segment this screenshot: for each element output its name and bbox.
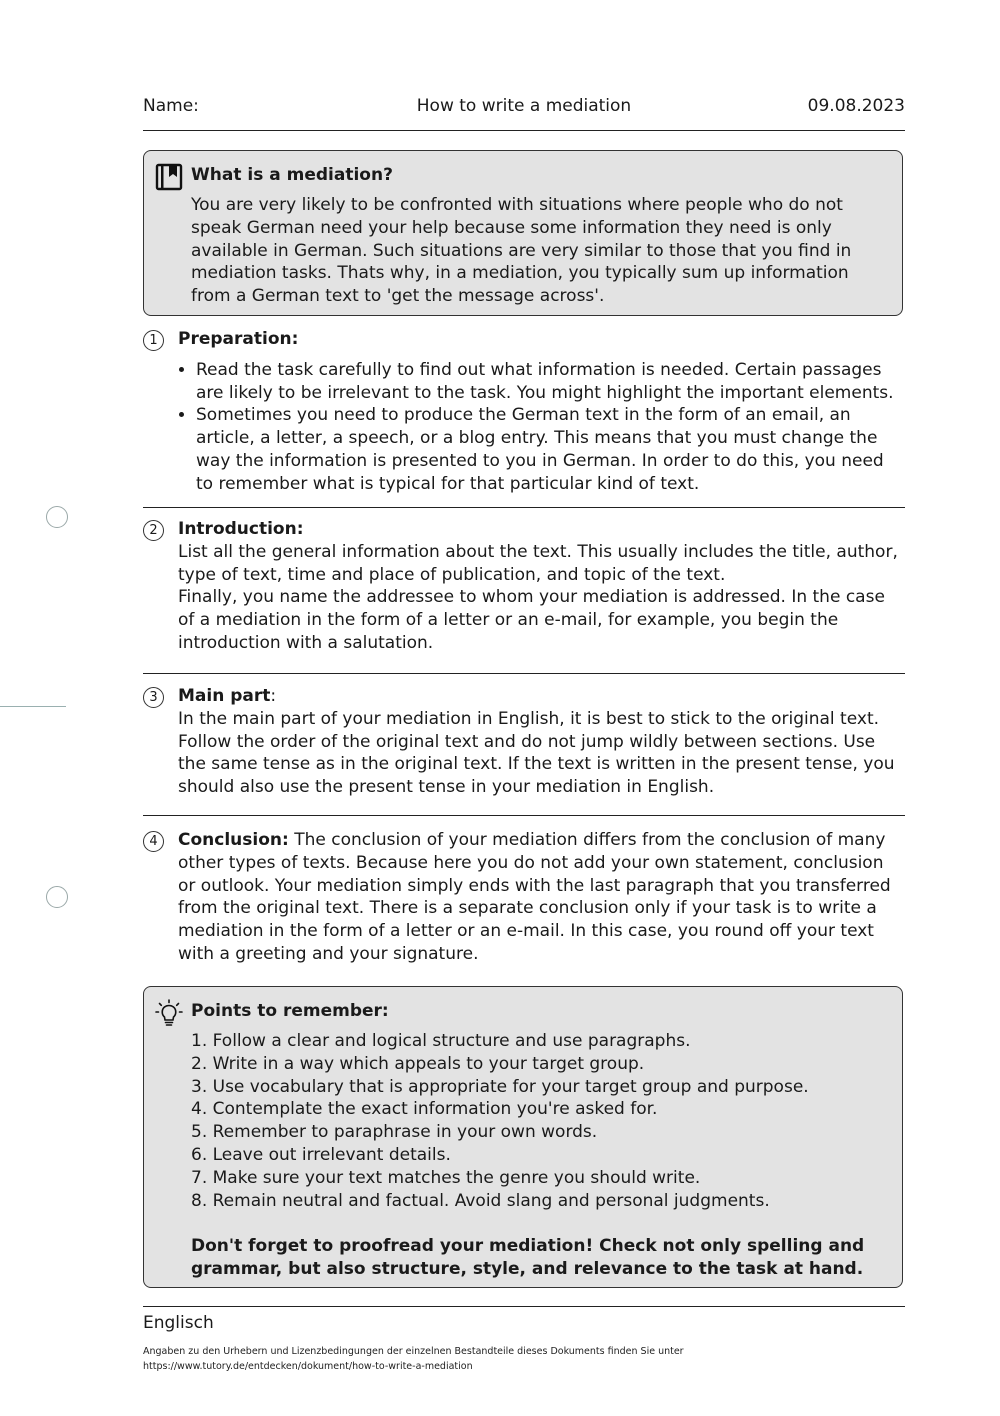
- list-item: 7. Make sure your text matches the genre you should write.: [191, 1167, 701, 1188]
- introduction-body: [178, 518, 905, 655]
- points-content: [191, 1030, 890, 1281]
- list-item: 4. Contemplate the exact information you're asked for.: [191, 1099, 658, 1120]
- list-item: 1. Follow a clear and logical structure and use paragraphs.: [191, 1031, 691, 1051]
- points-title: Points to remember:: [191, 1001, 389, 1021]
- fold-mark: [0, 706, 66, 707]
- footer-divider: [143, 1306, 905, 1307]
- page-title: How to write a mediation: [416, 96, 632, 116]
- license-link[interactable]: https://www.tutory.de/entdecken/dokument/how-to-write-a-mediation: [143, 1361, 473, 1372]
- punch-hole-top: [46, 506, 68, 528]
- conclusion-text: The conclusion of your mediation differs from the conclusion of many other types of texts. Because here you do not add your own statement, conclusion or outlook. Your mediation simply ends with the last paragraph that you transferred from the original text. There is a separate conclusion only if your task is to write a mediation in the form of a letter or an e-mail. In this case, you round off your text with a greeting and your signature.: [178, 830, 891, 964]
- main-part-text: In the main part of your mediation in English, it is best to stick to the original text. Follow the order of the original text and do not jump wildly between sections. Use the same tense as in the original text. If the text is written in the present tense, you should also use the present tense in your mediation in English.: [178, 708, 895, 798]
- footer-license: [143, 1344, 684, 1374]
- step-number-1: 1: [143, 330, 164, 351]
- preparation-list: [178, 359, 905, 496]
- points-list: [191, 1030, 890, 1212]
- introduction-paragraph: Finally, you name the addressee to whom your mediation is addressed. In the case of a mediation in the form of a letter or an e-mail, for example, you begin the introduction with a salutation.: [178, 587, 885, 653]
- conclusion-title: Conclusion:: [178, 830, 289, 850]
- intro-box: [143, 150, 903, 316]
- introduction-title: Introduction:: [178, 519, 304, 539]
- name-label: Name:: [143, 96, 199, 116]
- list-item: 2. Write in a way which appeals to your target group.: [191, 1053, 645, 1074]
- points-box: [143, 986, 903, 1288]
- page-header: [143, 96, 905, 131]
- footer-subject: Englisch: [143, 1313, 214, 1333]
- divider: [143, 673, 905, 674]
- step-number-3: 3: [143, 687, 164, 708]
- intro-text: You are very likely to be confronted with situations where people who do not speak German need your help because some information they need is only available in German. Such situations are very similar to those that you find in mediation tasks. Thats why, in a mediation, you typically sum up information from a German text to 'get the message across'.: [191, 195, 852, 307]
- main-part-title-suffix: :: [270, 686, 277, 706]
- list-item: 3. Use vocabulary that is appropriate for your target group and purpose.: [191, 1076, 809, 1097]
- main-part-body: [178, 685, 905, 799]
- step-number-4: 4: [143, 831, 164, 852]
- date-label: 09.08.2023: [807, 96, 905, 116]
- introduction-paragraph: List all the general information about the text. This usually includes the title, author, type of text, time and place of publication, and topic of the text.: [178, 541, 898, 585]
- preparation-body: [178, 328, 905, 496]
- book-icon: [155, 163, 183, 191]
- intro-title: What is a mediation?: [191, 165, 393, 185]
- license-text: Angaben zu den Urhebern und Lizenzbedingungen der einzelnen Bestandteile dieses Dokuments finden Sie unter: [143, 1346, 684, 1357]
- conclusion-body: [178, 829, 905, 966]
- proofread-note: Don't forget to proofread your mediation! Check not only spelling and grammar, but also structure, style, and relevance to the task at hand.: [191, 1236, 865, 1279]
- list-item: • Sometimes you need to produce the German text in the form of an email, an article, a letter, a speech, or a blog entry. This means that you must change the way the information is presented to you in German. In order to do this, you need to remember what is typical for that particular kind of text.: [196, 404, 905, 495]
- step-number-2: 2: [143, 520, 164, 541]
- lightbulb-icon: [155, 999, 183, 1027]
- list-item: 8. Remain neutral and factual. Avoid slang and personal judgments.: [191, 1190, 770, 1211]
- divider: [143, 507, 905, 508]
- list-item: • Read the task carefully to find out what information is needed. Certain passages are likely to be irrelevant to the task. You might highlight the important elements.: [196, 359, 905, 405]
- divider: [143, 815, 905, 816]
- preparation-title: Preparation:: [178, 329, 299, 349]
- list-item: 5. Remember to paraphrase in your own words.: [191, 1122, 598, 1143]
- punch-hole-bottom: [46, 886, 68, 908]
- list-item: 6. Leave out irrelevant details.: [191, 1144, 451, 1165]
- main-part-title: Main part: [178, 686, 271, 706]
